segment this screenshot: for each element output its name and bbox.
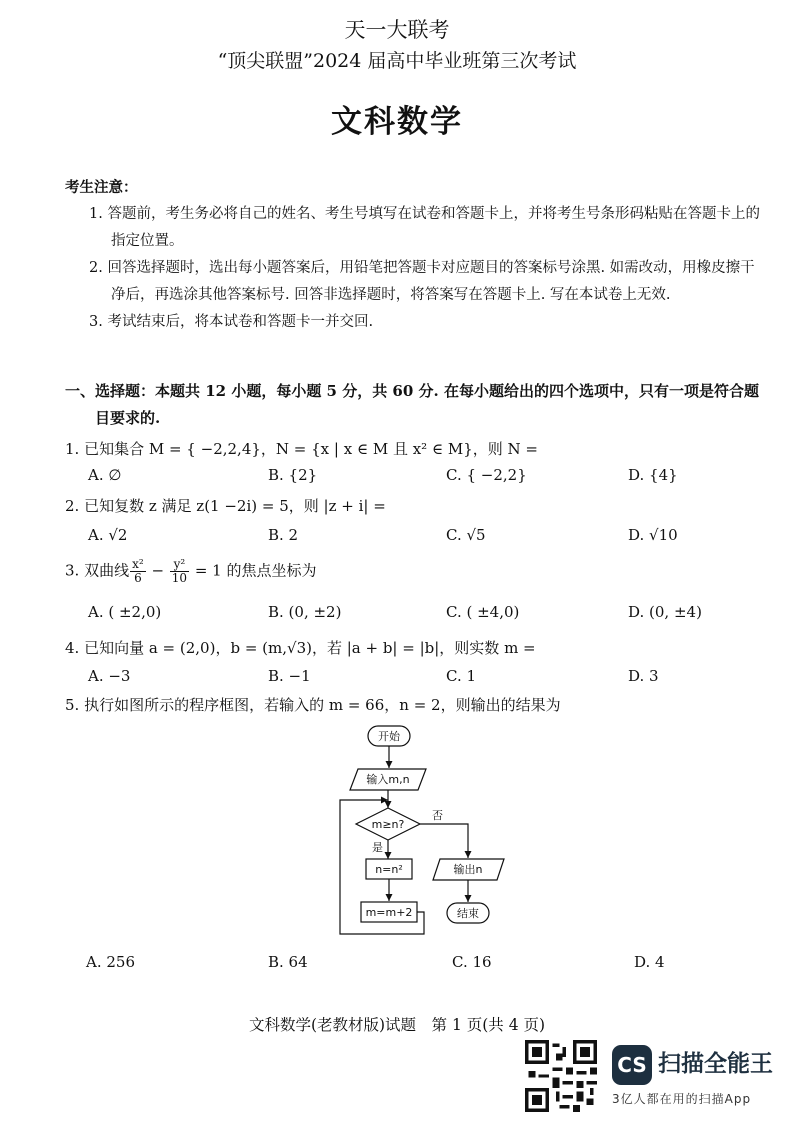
flow-input-label: 输入m,n	[366, 773, 410, 786]
watermark-app-name: 扫描全能王	[658, 1051, 773, 1077]
watermark-tagline: 3亿人都在用的扫描App	[612, 1092, 752, 1106]
question-2-stem: 2. 已知复数 z 满足 z(1 −2i) = 5，则 |z + i| =	[65, 497, 386, 515]
option-d: D. 4	[634, 953, 665, 971]
question-5-stem: 5. 执行如图所示的程序框图，若输入的 m = 66，n = 2，则输出的结果为	[65, 696, 561, 714]
flow-no-label: 否	[432, 809, 443, 822]
flow-assign-m-label: m=m+2	[365, 906, 413, 919]
notes-block	[65, 174, 765, 336]
question-1-stem: 1. 已知集合 M = { −2,2,4}，N = {x | x ∈ M 且 x² ∈ M}，则 N =	[65, 440, 538, 458]
note-item: 1. 答题前，考生务必将自己的姓名、考生号填写在试卷和答题卡上，并将考生号条形码粘贴在答题卡上的指定位置。	[89, 206, 760, 249]
question-4-stem: 4. 已知向量 a = (2,0)，b = (m,√3)，若 |a + b| = |b|，则实数 m =	[65, 639, 536, 657]
option-c: C. 1	[446, 667, 477, 685]
note-item: 2. 回答选择题时，选出每小题答案后，用铅笔把答题卡对应题目的答案标号涂黑. 如需改动，用橡皮擦干净后，再选涂其他答案标号. 回答非选择题时，将答案写在答题卡上. 写在本试卷上无效.	[89, 260, 755, 303]
option-a: A. ( ±2,0)	[88, 603, 162, 621]
option-a: A. √2	[88, 526, 128, 544]
radical: √5	[466, 526, 486, 544]
option-b: B. {2}	[268, 466, 318, 484]
flow-output-label: 输出n	[453, 863, 483, 876]
notes-title: 考生注意：	[65, 179, 138, 196]
section-heading: 一、选择题：本题共 12 小题，每小题 5 分，共 60 分. 在每小题给出的四个选项中，只有一项是符合题目要求的.	[65, 382, 759, 427]
option-b: B. −1	[268, 667, 311, 685]
option-b: B. 2	[268, 526, 299, 544]
option-c: C. ( ±4,0)	[446, 603, 520, 621]
option-a: A. −3	[88, 667, 131, 685]
option-c: C. { −2,2}	[446, 466, 527, 484]
note-item: 3. 考试结束后，将本试卷和答题卡一并交回.	[89, 314, 374, 330]
exam-name: “顶尖联盟”2024 届高中毕业班第三次考试	[217, 50, 577, 72]
page-title: 文科数学	[331, 104, 463, 140]
exam-organizer: 天一大联考	[344, 18, 450, 42]
flow-arrow-no	[420, 824, 468, 858]
flow-assign-n-label: n=n²	[375, 863, 403, 876]
fraction: $\frac{\text{y²}}{10}$	[171, 557, 188, 585]
camscanner-logo-icon: CS	[612, 1045, 652, 1085]
option-d: D. √10	[628, 526, 678, 544]
option-c: C. √5	[446, 526, 486, 544]
radical: √2	[108, 526, 128, 544]
option-b: B. (0, ±2)	[268, 603, 342, 621]
section-heading-block	[65, 378, 765, 432]
flowchart	[320, 720, 520, 938]
fraction: $\frac{\text{x²}}{6}$	[132, 557, 144, 585]
question-3-stem: 3. 双曲线 $\frac{\text{x²}}{6}$ − $\frac{\text{y²}}{10}$ = 1 的焦点坐标为	[65, 557, 317, 585]
option-d: D. (0, ±4)	[628, 603, 702, 621]
option-d: D. {4}	[628, 466, 678, 484]
qr-code-icon	[525, 1040, 597, 1112]
radical: √10	[649, 526, 678, 544]
page-footer: 文科数学(老教材版)试题 第 1 页(共 4 页)	[248, 1016, 546, 1034]
option-a: A. ∅	[88, 466, 122, 484]
flow-start-label: 开始	[378, 730, 400, 743]
flow-end-label: 结束	[457, 907, 479, 920]
option-d: D. 3	[628, 667, 659, 685]
option-c: C. 16	[452, 953, 492, 971]
option-a: A. 256	[86, 953, 135, 971]
flow-condition-label: m≥n?	[371, 818, 405, 831]
flow-yes-label: 是	[372, 841, 383, 854]
option-b: B. 64	[268, 953, 308, 971]
